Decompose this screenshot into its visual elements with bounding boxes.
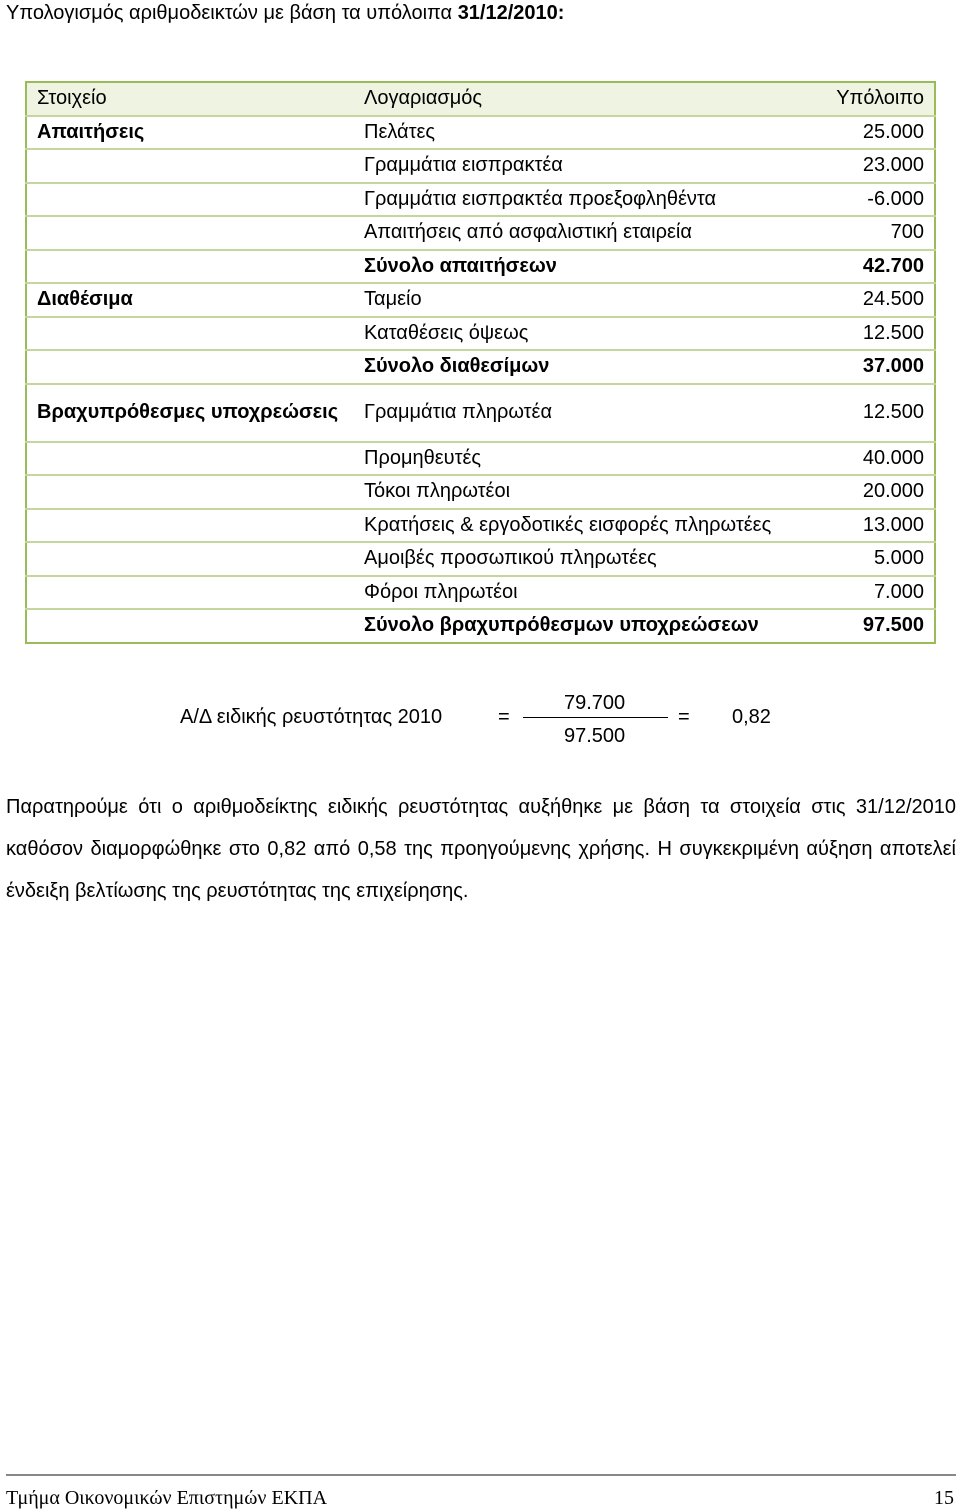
cell-item	[26, 475, 354, 509]
ratio-label: Α/Δ ειδικής ρευστότητας 2010	[180, 706, 443, 728]
ratio-result: 0,82	[732, 706, 771, 728]
cell-item	[26, 542, 354, 576]
cell-balance: 13.000	[817, 509, 935, 543]
cell-account: Σύνολο βραχυπρόθεσμων υποχρεώσεων	[354, 609, 817, 643]
balance-table	[25, 81, 936, 644]
cell-balance: -6.000	[817, 183, 935, 217]
table-row	[26, 149, 935, 183]
cell-item	[26, 442, 354, 476]
cell-account: Πελάτες	[354, 116, 817, 150]
table-row	[26, 475, 935, 509]
cell-account: Γραμμάτια πληρωτέα	[354, 384, 817, 442]
cell-item	[26, 509, 354, 543]
cell-account: Προμηθευτές	[354, 442, 817, 476]
cell-balance: 24.500	[817, 283, 935, 317]
heading-text: Υπολογισμός αριθμοδεικτών με βάση τα υπόλοιπα	[6, 2, 458, 24]
table-row	[26, 542, 935, 576]
cell-account: Ταμείο	[354, 283, 817, 317]
cell-balance: 23.000	[817, 149, 935, 183]
table-row	[26, 116, 935, 150]
table-row	[26, 576, 935, 610]
header-account: Λογαριασμός	[354, 82, 817, 116]
cell-balance: 700	[817, 216, 935, 250]
table-row	[26, 350, 935, 384]
cell-item	[26, 250, 354, 284]
cell-account: Κρατήσεις & εργοδοτικές εισφορές πληρωτέες	[354, 509, 817, 543]
conclusion-paragraph: Παρατηρούμε ότι ο αριθμοδείκτης ειδικής ρευστότητας αυξήθηκε με βάση τα στοιχεία στις 31/12/2010 καθόσον διαμορφώθηκε στο 0,82 από 0,58 της προηγούμενης χρήσης. Η συγκεκριμένη αύξηση αποτελεί ένδειξη βελτίωσης της ρευστότητας της επιχείρησης.	[6, 796, 956, 902]
cell-balance: 20.000	[817, 475, 935, 509]
table-row	[26, 384, 935, 442]
table-row	[26, 216, 935, 250]
cell-balance: 5.000	[817, 542, 935, 576]
table-row	[26, 183, 935, 217]
cell-item	[26, 350, 354, 384]
fraction-line	[523, 717, 668, 718]
cell-item	[26, 216, 354, 250]
heading-date: 31/12/2010:	[457, 2, 565, 24]
table-row	[26, 442, 935, 476]
cell-balance: 12.500	[817, 384, 935, 442]
cell-balance: 25.000	[817, 116, 935, 150]
cell-account: Τόκοι πληρωτέοι	[354, 475, 817, 509]
table-row	[26, 509, 935, 543]
cell-account: Σύνολο διαθεσίμων	[354, 350, 817, 384]
cell-item	[26, 317, 354, 351]
cell-account: Σύνολο απαιτήσεων	[354, 250, 817, 284]
cell-item	[26, 576, 354, 610]
cell-account: Γραμμάτια εισπρακτέα	[354, 149, 817, 183]
header-item: Στοιχείο	[26, 82, 354, 116]
cell-account: Καταθέσεις όψεως	[354, 317, 817, 351]
cell-item	[26, 149, 354, 183]
table-row	[26, 317, 935, 351]
ratio-denominator: 97.500	[564, 725, 626, 747]
cell-account: Αμοιβές προσωπικού πληρωτέες	[354, 542, 817, 576]
cell-balance: 97.500	[817, 609, 935, 643]
cell-item	[26, 609, 354, 643]
table-header-row	[26, 82, 935, 116]
cell-item: Βραχυπρόθεσμες υποχρεώσεις	[26, 384, 354, 442]
cell-balance: 37.000	[817, 350, 935, 384]
header-balance: Υπόλοιπο	[817, 82, 935, 116]
footer-divider	[6, 1474, 956, 1476]
ratio-equals-1: =	[498, 706, 510, 728]
cell-balance: 42.700	[817, 250, 935, 284]
cell-balance: 40.000	[817, 442, 935, 476]
table-row	[26, 283, 935, 317]
page-number: 15	[934, 1487, 954, 1509]
cell-balance: 7.000	[817, 576, 935, 610]
footer-department: Τμήμα Οικονομικών Επιστημών ΕΚΠΑ	[6, 1487, 328, 1509]
table-row	[26, 609, 935, 643]
cell-item: Διαθέσιμα	[26, 283, 354, 317]
cell-account: Απαιτήσεις από ασφαλιστική εταιρεία	[354, 216, 817, 250]
table-row	[26, 250, 935, 284]
cell-account: Γραμμάτια εισπρακτέα προεξοφληθέντα	[354, 183, 817, 217]
cell-account: Φόροι πληρωτέοι	[354, 576, 817, 610]
cell-item: Απαιτήσεις	[26, 116, 354, 150]
page-heading	[6, 0, 564, 26]
ratio-numerator: 79.700	[564, 692, 626, 714]
cell-item	[26, 183, 354, 217]
cell-balance: 12.500	[817, 317, 935, 351]
ratio-equals-2: =	[678, 706, 690, 728]
